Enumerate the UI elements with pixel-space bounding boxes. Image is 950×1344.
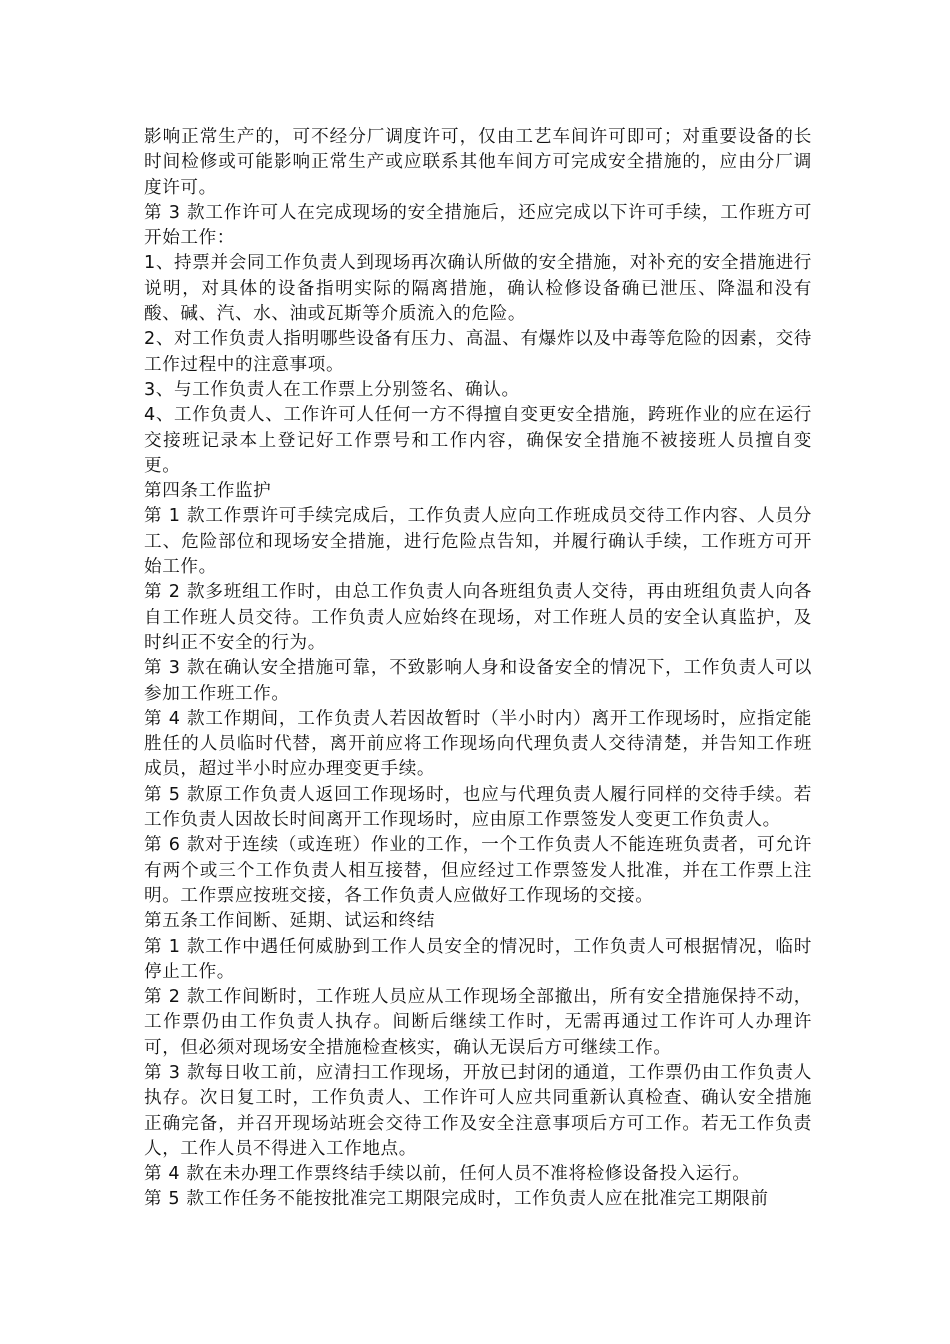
- paragraph: 第 2 款多班组工作时，由总工作负责人向各班组负责人交待，再由班组负责人向各自工作班人员交待。工作负责人应始终在现场，对工作班人员的安全认真监护，及时纠正不安全的行为。: [144, 582, 812, 653]
- paragraph: 第 3 款每日收工前，应清扫工作现场，开放已封闭的通道，工作票仍由工作负责人执存。次日复工时，工作负责人、工作许可人应共同重新认真检查、确认安全措施正确完备，并召开现场站班会交待工作及安全注意事项后方可工作。若无工作负责人，工作人员不得进入工作地点。: [144, 1062, 812, 1159]
- paragraph: 第 6 款对于连续（或连班）作业的工作，一个工作负责人不能连班负责者，可允许有两个或三个工作负责人相互接替，但应经过工作票签发人批准，并在工作票上注明。工作票应按班交接，各工作负责人应做好工作现场的交接。: [144, 835, 812, 906]
- section-heading: 第五条工作间断、延期、试运和终结: [144, 911, 436, 932]
- paragraph: 第 3 款工作许可人在完成现场的安全措施后，还应完成以下许可手续，工作班方可开始工作：: [144, 202, 812, 249]
- document-body: [144, 125, 812, 1213]
- paragraph: 第 3 款在确认安全措施可靠，不致影响人身和设备安全的情况下，工作负责人可以参加工作班工作。: [144, 658, 812, 704]
- paragraph: 第 5 款工作任务不能按批准完工期限完成时，工作负责人应在批准完工期限前: [144, 1189, 769, 1210]
- paragraph: 第 1 款工作票许可手续完成后，工作负责人应向工作班成员交待工作内容、人员分工、危险部位和现场安全措施，进行危险点告知，并履行确认手续，工作班方可开始工作。: [144, 506, 812, 578]
- list-item: 3、与工作负责人在工作票上分别签名、确认。: [144, 379, 520, 400]
- section-heading: 第四条工作监护: [144, 481, 272, 502]
- paragraph: 第 5 款原工作负责人返回工作现场时，也应与代理负责人履行同样的交待手续。若工作负责人因故长时间离开工作现场时，应由原工作票签发人变更工作负责人。: [144, 784, 812, 831]
- paragraph: 第 4 款在未办理工作票终结手续以前，任何人员不准将检修设备投入运行。: [144, 1164, 751, 1185]
- list-item: 2、对工作负责人指明哪些设备有压力、高温、有爆炸以及中毒等危险的因素，交待工作过程中的注意事项。: [144, 329, 812, 375]
- paragraph: 影响正常生产的，可不经分厂调度许可，仅由工艺车间许可即可；对重要设备的长时间检修或可能影响正常生产或应联系其他车间方可完成安全措施的，应由分厂调度许可。: [144, 127, 812, 198]
- paragraph: 第 2 款工作间断时，工作班人员应从工作现场全部撤出，所有安全措施保持不动，工作票仍由工作负责人执存。间断后继续工作时，无需再通过工作许可人办理许可，但必须对现场安全措施检查核实，确认无误后方可继续工作。: [144, 987, 812, 1058]
- paragraph: 第 1 款工作中遇任何威胁到工作人员安全的情况时，工作负责人可根据情况，临时停止工作。: [144, 936, 812, 982]
- list-item: 1、持票并会同工作负责人到现场再次确认所做的安全措施，对补充的安全措施进行说明，对具体的设备指明实际的隔离措施，确认检修设备确已泄压、降温和没有酸、碱、汽、水、油或瓦斯等介质流入的危险。: [144, 253, 812, 325]
- list-item: 4、工作负责人、工作许可人任何一方不得擅自变更安全措施，跨班作业的应在运行交接班记录本上登记好工作票号和工作内容，确保安全措施不被接班人员擅自变更。: [144, 405, 812, 476]
- paragraph: 第 4 款工作期间，工作负责人若因故暂时（半小时内）离开工作现场时，应指定能胜任的人员临时代替，离开前应将工作现场向代理负责人交待清楚，并告知工作班成员，超过半小时应办理变更手续。: [144, 708, 812, 780]
